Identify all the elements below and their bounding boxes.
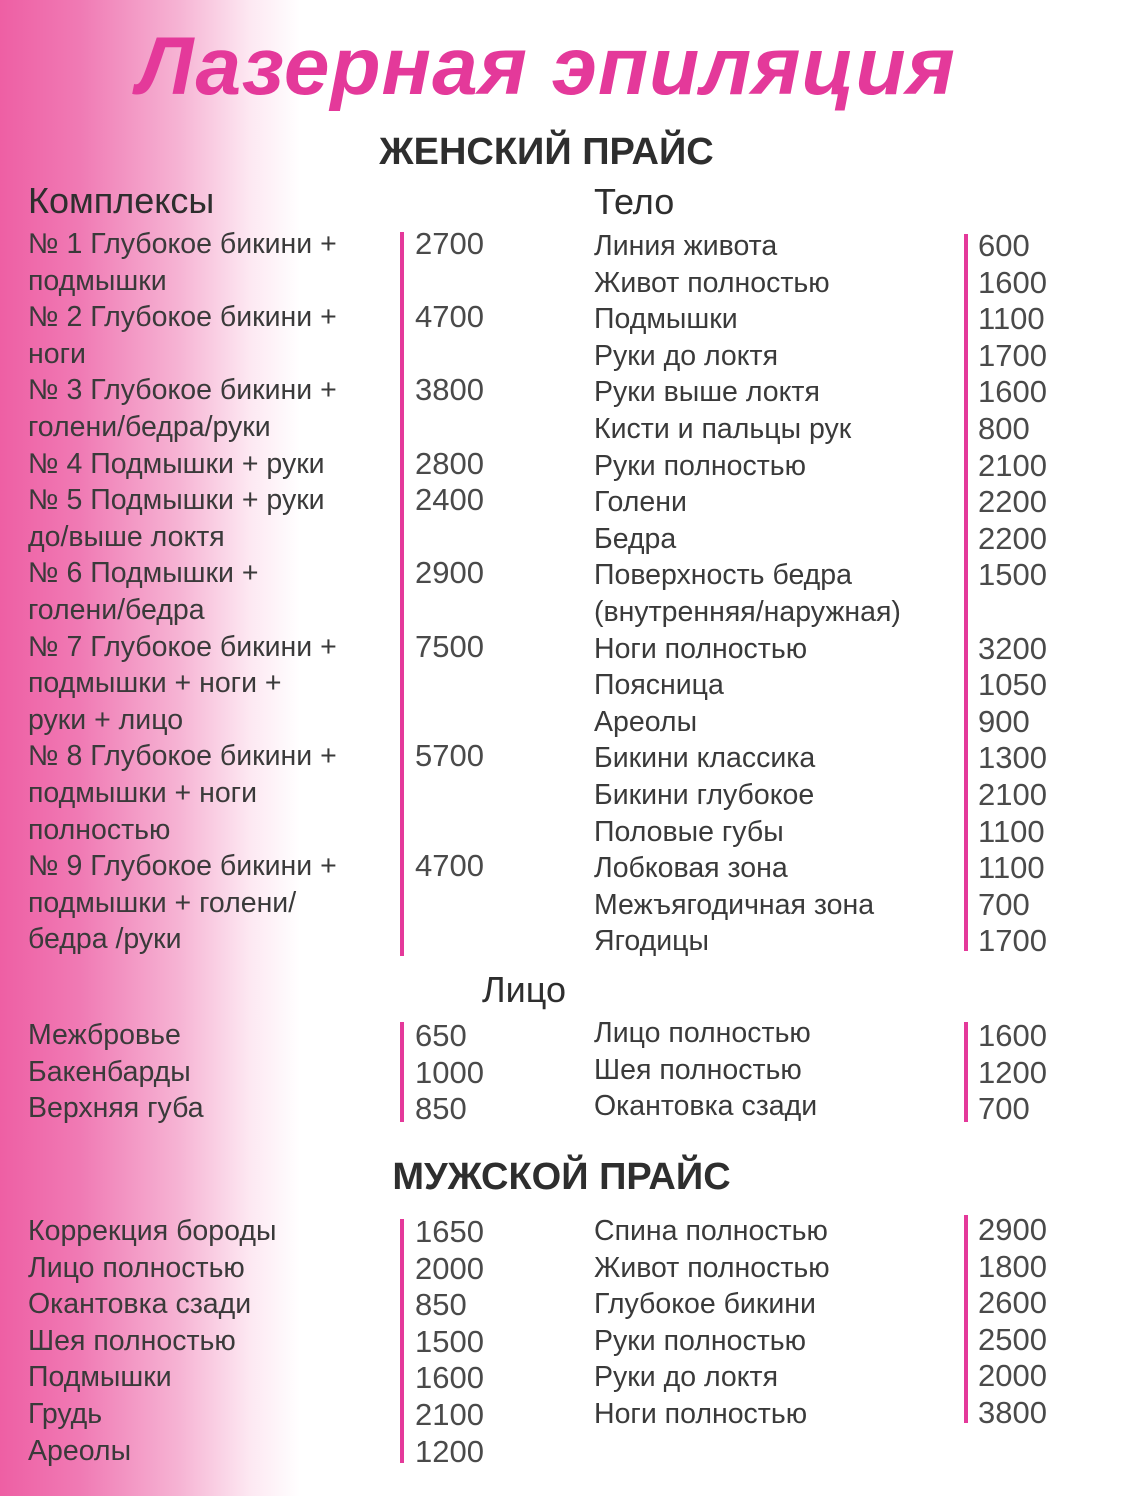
body-zone: Живот полностью [594,266,830,299]
body-zone: Руки полностью [594,449,806,482]
men-price: 1500 [415,1323,484,1359]
body-price: 1050 [978,667,1047,703]
body-price: 1600 [978,264,1047,300]
face-right-list [594,1015,817,1125]
body-price: 800 [978,410,1030,446]
complex-price: 4700 [415,848,484,884]
men-left-list [28,1213,276,1469]
face-zone: Бакенбарды [28,1055,191,1088]
face-left-list [28,1017,204,1127]
men-price: 1600 [415,1360,484,1396]
complex-price [415,409,484,446]
face-zone: Межбровье [28,1019,181,1051]
body-price: 600 [978,228,1030,263]
complex-line: № 3 Глубокое бикини + [28,374,337,407]
complex-price [415,812,484,849]
complex-price [415,263,484,300]
body-price: 1500 [978,557,1047,593]
body-list [594,228,901,960]
face-price: 650 [415,1018,467,1053]
complexes-list [28,226,337,958]
complex-line: № 7 Глубокое бикини + [28,630,337,663]
body-price: 1100 [978,850,1045,886]
body-price: 1100 [978,813,1045,849]
complex-line: № 1 Глубокое бикини + [28,228,337,260]
complex-price: 7500 [415,628,484,664]
body-zone: Поверхность бедра [594,559,853,592]
body-price: 700 [978,886,1030,922]
complex-line: № 6 Подмышки + [28,557,259,590]
body-zone: Бикини глубокое [594,778,815,811]
page-title: Лазерная эпиляция [137,21,956,112]
men-zone: Руки до локтя [594,1361,779,1394]
men-price: 2500 [978,1321,1047,1357]
men-price: 2000 [415,1250,484,1286]
complex-line: подмышки + ноги + [28,667,282,700]
complex-line: подмышки [28,264,167,297]
body-price-divider [964,234,968,951]
complex-line: до/выше локтя [28,520,225,553]
men-zone: Живот полностью [594,1251,830,1284]
body-price: 900 [978,703,1030,739]
body-price: 1100 [978,301,1045,337]
complex-line: № 5 Подмышки + руки [28,484,325,517]
men-right-list [594,1213,830,1433]
complex-line: № 8 Глубокое бикини + [28,740,337,773]
body-price: 3200 [978,630,1047,666]
complex-line: подмышки + ноги [28,776,258,809]
body-price: 1300 [978,740,1047,776]
men-zone: Ноги полностью [594,1397,808,1430]
complexes-heading: Комплексы [28,180,215,221]
women-price-heading: ЖЕНСКИЙ ПРАЙС [379,131,714,173]
men-price: 3800 [978,1394,1047,1430]
face-price: 1200 [978,1054,1047,1090]
men-price: 2100 [415,1396,484,1432]
face-right-divider [964,1022,968,1122]
body-zone: Поясница [594,669,724,702]
men-left-prices [415,1214,484,1470]
complex-line: ноги [28,337,86,370]
men-zone: Окантовка сзади [28,1288,252,1321]
body-prices [978,228,1047,960]
complex-line: № 4 Подмышки + руки [28,447,325,480]
complexes-price-divider [400,232,404,956]
men-price: 2900 [978,1212,1047,1247]
body-price: 2100 [978,447,1047,483]
complex-price: 2800 [415,445,484,481]
body-zone: Бикини классика [594,742,816,775]
complex-price [415,665,484,702]
face-zone: Лицо полностью [594,1017,811,1049]
body-zone: Ягодицы [594,925,709,958]
men-zone: Спина полностью [594,1215,828,1247]
body-price: 1700 [978,923,1047,959]
complex-line: полностью [28,813,171,846]
complex-price: 4700 [415,299,484,335]
body-price [978,594,1047,631]
men-zone: Ареолы [28,1434,132,1467]
complex-line: руки + лицо [28,703,184,736]
men-zone: Грудь [28,1397,103,1430]
men-right-divider [964,1215,968,1423]
body-zone: Бедра [594,522,677,555]
body-heading: Тело [594,181,675,222]
face-zone: Верхняя губа [28,1092,204,1125]
body-zone: (внутренняя/наружная) [594,595,901,628]
face-left-divider [400,1022,404,1122]
complex-line: бедра /руки [28,923,182,956]
complex-price [415,336,484,373]
men-price: 1800 [978,1248,1047,1284]
complex-price: 2400 [415,482,484,518]
complex-line: голени/бедра [28,593,205,626]
face-price: 1600 [978,1018,1047,1053]
body-zone: Половые губы [594,815,784,848]
complex-price [415,775,484,812]
men-price: 2000 [978,1358,1047,1394]
body-price: 1700 [978,337,1047,373]
body-price: 2200 [978,484,1047,520]
complex-line: подмышки + голени/ [28,886,297,919]
men-zone: Подмышки [28,1361,172,1394]
men-price: 2600 [978,1285,1047,1321]
men-price-heading: МУЖСКОЙ ПРАЙС [392,1156,731,1198]
complex-price [415,885,484,922]
body-zone: Голени [594,486,687,519]
body-price: 1600 [978,374,1047,410]
body-price: 2200 [978,520,1047,556]
body-price: 2100 [978,776,1047,812]
complex-price: 3800 [415,372,484,408]
face-price: 700 [978,1091,1030,1127]
men-price: 850 [415,1287,467,1323]
body-zone: Линия живота [594,230,778,262]
complexes-prices [415,226,484,958]
face-zone: Окантовка сзади [594,1090,818,1123]
men-zone: Лицо полностью [28,1251,245,1284]
complex-price: 5700 [415,738,484,774]
face-left-prices [415,1018,484,1128]
men-zone: Шея полностью [28,1324,236,1357]
men-right-prices [978,1212,1047,1432]
men-left-divider [400,1219,404,1463]
body-zone: Кисти и пальцы рук [594,412,852,445]
body-zone: Ареолы [594,705,698,738]
complex-price: 2700 [415,226,484,261]
face-zone: Шея полностью [594,1053,802,1086]
face-price: 1000 [415,1054,484,1090]
complex-price: 2900 [415,555,484,591]
complex-price [415,519,484,556]
complex-price [415,702,484,739]
complex-line: № 2 Глубокое бикини + [28,301,337,334]
body-zone: Ноги полностью [594,632,808,665]
men-zone: Руки полностью [594,1324,806,1357]
men-zone: Коррекция бороды [28,1215,277,1247]
body-zone: Руки выше локтя [594,376,820,409]
face-heading: Лицо [482,969,566,1010]
complex-price [415,592,484,629]
men-price: 1650 [415,1214,484,1249]
complex-price [415,921,484,958]
face-price: 850 [415,1091,467,1127]
body-zone: Руки до локтя [594,339,779,372]
body-zone: Межъягодичная зона [594,888,875,921]
complex-line: голени/бедра/руки [28,410,271,443]
face-right-prices [978,1018,1047,1128]
body-zone: Лобковая зона [594,852,788,885]
complex-line: № 9 Глубокое бикини + [28,850,337,883]
body-zone: Подмышки [594,303,738,336]
men-zone: Глубокое бикини [594,1288,816,1321]
men-price: 1200 [415,1433,484,1469]
